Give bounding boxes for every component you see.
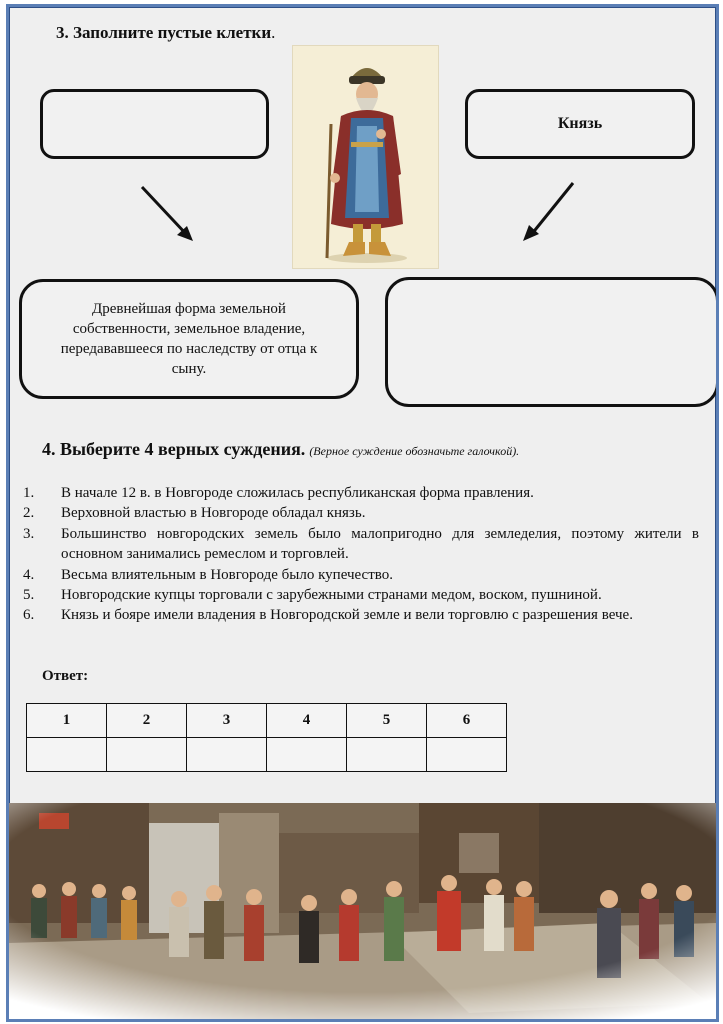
list-item[interactable] <box>23 524 699 565</box>
answer-label: Ответ: <box>42 668 89 684</box>
empty-box-bottom-right[interactable] <box>385 277 719 407</box>
answer-header-cell: 6 <box>427 704 507 738</box>
task4-hint: (Верное суждение обозначьте галочкой). <box>309 444 520 458</box>
definition-box: Древнейшая форма земельной собственности, земельное владение, передававшееся по наследству от отца к сыну. <box>19 279 359 399</box>
statement-number: 6. <box>23 607 35 624</box>
statement-text: В начале 12 в. в Новгороде сложилась республиканская форма правления. <box>61 485 534 501</box>
answer-table <box>26 703 507 772</box>
list-item[interactable] <box>23 585 699 605</box>
statement-number: 5. <box>23 587 35 604</box>
answer-header-cell: 2 <box>107 704 187 738</box>
task3-title <box>56 23 275 43</box>
task3-title-dot: . <box>271 23 276 42</box>
statement-number: 2. <box>23 505 35 522</box>
list-item[interactable] <box>23 503 699 523</box>
prince-portrait <box>292 45 439 269</box>
table-row <box>27 738 507 772</box>
list-item[interactable] <box>23 565 699 585</box>
answer-header-cell: 3 <box>187 704 267 738</box>
answer-input-cell[interactable] <box>107 738 187 772</box>
statement-number: 1. <box>23 485 35 501</box>
list-item[interactable] <box>23 483 699 503</box>
answer-input-cell[interactable] <box>27 738 107 772</box>
list-item[interactable] <box>23 605 699 625</box>
worksheet-page <box>6 4 719 1022</box>
task3-title-text: 3. Заполните пустые клетки <box>56 23 272 42</box>
statement-text: Весьма влиятельным в Новгороде было купечество. <box>61 566 393 583</box>
empty-box-top-left[interactable] <box>40 89 269 159</box>
prince-illustration <box>293 46 438 268</box>
answer-input-cell[interactable] <box>267 738 347 772</box>
statement-number: 3. <box>23 525 35 542</box>
statement-text: Верховной властью в Новгороде обладал князь. <box>61 505 366 522</box>
answer-input-cell[interactable] <box>187 738 267 772</box>
statement-number: 4. <box>23 566 35 583</box>
answer-header-cell: 1 <box>27 704 107 738</box>
statements-list <box>23 483 699 626</box>
task4-title <box>42 439 519 460</box>
answer-header-cell: 4 <box>267 704 347 738</box>
answer-input-cell[interactable] <box>347 738 427 772</box>
statement-text: Князь и бояре имели владения в Новгородской земле и вели торговлю с разрешения вече. <box>61 607 633 624</box>
statement-text: Большинство новгородских земель было малопригодно для земледелия, поэтому жители в основном занимались ремеслом и торговлей. <box>61 525 699 563</box>
street-scene-illustration <box>9 803 716 1019</box>
answer-header-cell: 5 <box>347 704 427 738</box>
arrow-down-right-icon <box>137 183 197 245</box>
task4-title-text: 4. Выберите 4 верных суждения. <box>42 439 306 459</box>
arrow-down-left-icon <box>519 179 579 245</box>
prince-box: Князь <box>465 89 695 159</box>
answer-input-cell[interactable] <box>427 738 507 772</box>
table-header-row <box>27 704 507 738</box>
novgorod-street-painting <box>9 803 716 1019</box>
statement-text: Новгородские купцы торговали с зарубежными странами медом, воском, пушниной. <box>61 587 602 604</box>
